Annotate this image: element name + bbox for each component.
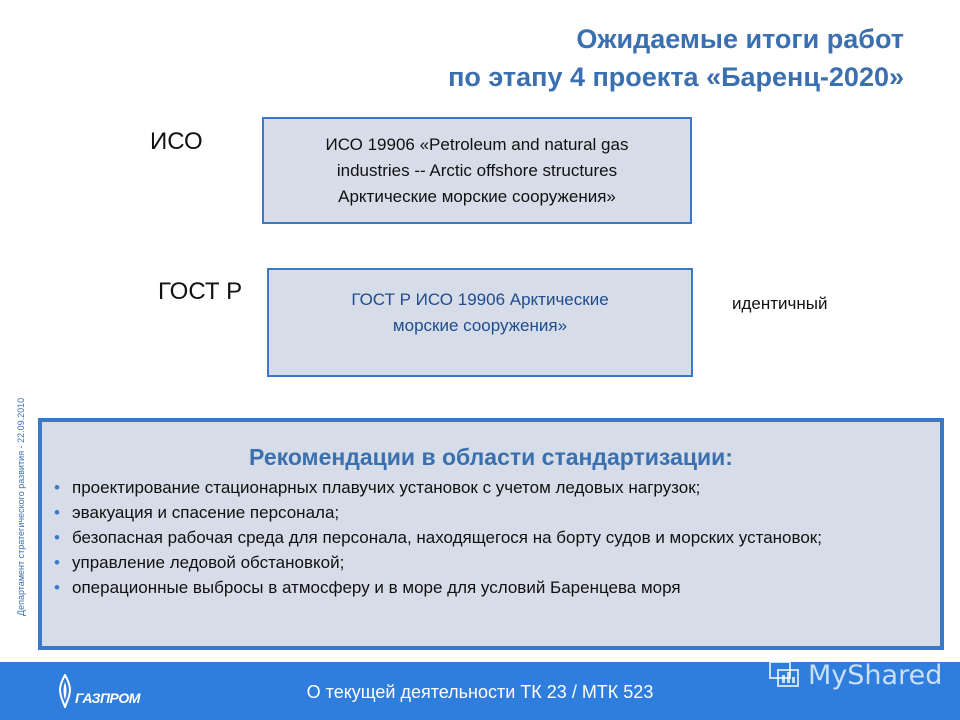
iso-box-line-1: ИСО 19906 «Petroleum and natural gas [325,135,629,154]
recommendations-list [42,475,940,600]
bullet-icon: • [54,528,60,547]
bullet-icon: • [54,503,60,522]
gost-box-line-1: ГОСТ Р ИСО 19906 Арктические [351,290,609,309]
list-item-text: эвакуация и спасение персонала; [72,503,340,522]
title-line-1: Ожидаемые итоги работ [576,24,904,54]
iso-standard-box [262,117,692,224]
list-item-text: безопасная рабочая среда для персонала, находящегося на борту судов и морских установок; [72,528,822,547]
iso-box-line-2: industries -- Arctic offshore structures [336,161,618,180]
watermark-text: MyShared [808,660,943,691]
page-title [448,20,904,96]
list-item [52,550,900,575]
gost-label: ГОСТ Р [158,278,243,305]
side-note: Департамент стратегического развития - 22.09.2010 [16,397,26,616]
title-line-2: по этапу 4 проекта «Баренц-2020» [448,62,904,92]
bullet-icon: • [54,478,60,497]
list-item-text: управление ледовой обстановкой; [72,553,345,572]
list-item-text: операционные выбросы в атмосферу и в море для условий Баренцева моря [72,578,681,597]
bullet-icon: • [54,553,60,572]
identical-label: идентичный [732,294,828,313]
myshared-slides-icon [768,658,804,692]
list-item [52,475,900,500]
gost-standard-box [267,268,693,377]
myshared-watermark [768,656,948,696]
gazprom-logo-text: ГАЗПРОМ [75,690,140,706]
list-item [52,525,900,550]
list-item [52,500,900,525]
recommendations-panel [38,418,944,650]
list-item [52,575,900,600]
iso-box-line-3: Арктические морские сооружения» [338,187,616,206]
bullet-icon: • [54,578,60,597]
iso-label: ИСО [150,128,203,155]
recommendations-title: Рекомендации в области стандартизации: [249,444,733,470]
list-item-text: проектирование стационарных плавучих установок с учетом ледовых нагрузок; [72,478,701,497]
gost-box-line-2: морские сооружения» [392,316,568,335]
footer-text: О текущей деятельности ТК 23 / МТК 523 [306,682,654,702]
